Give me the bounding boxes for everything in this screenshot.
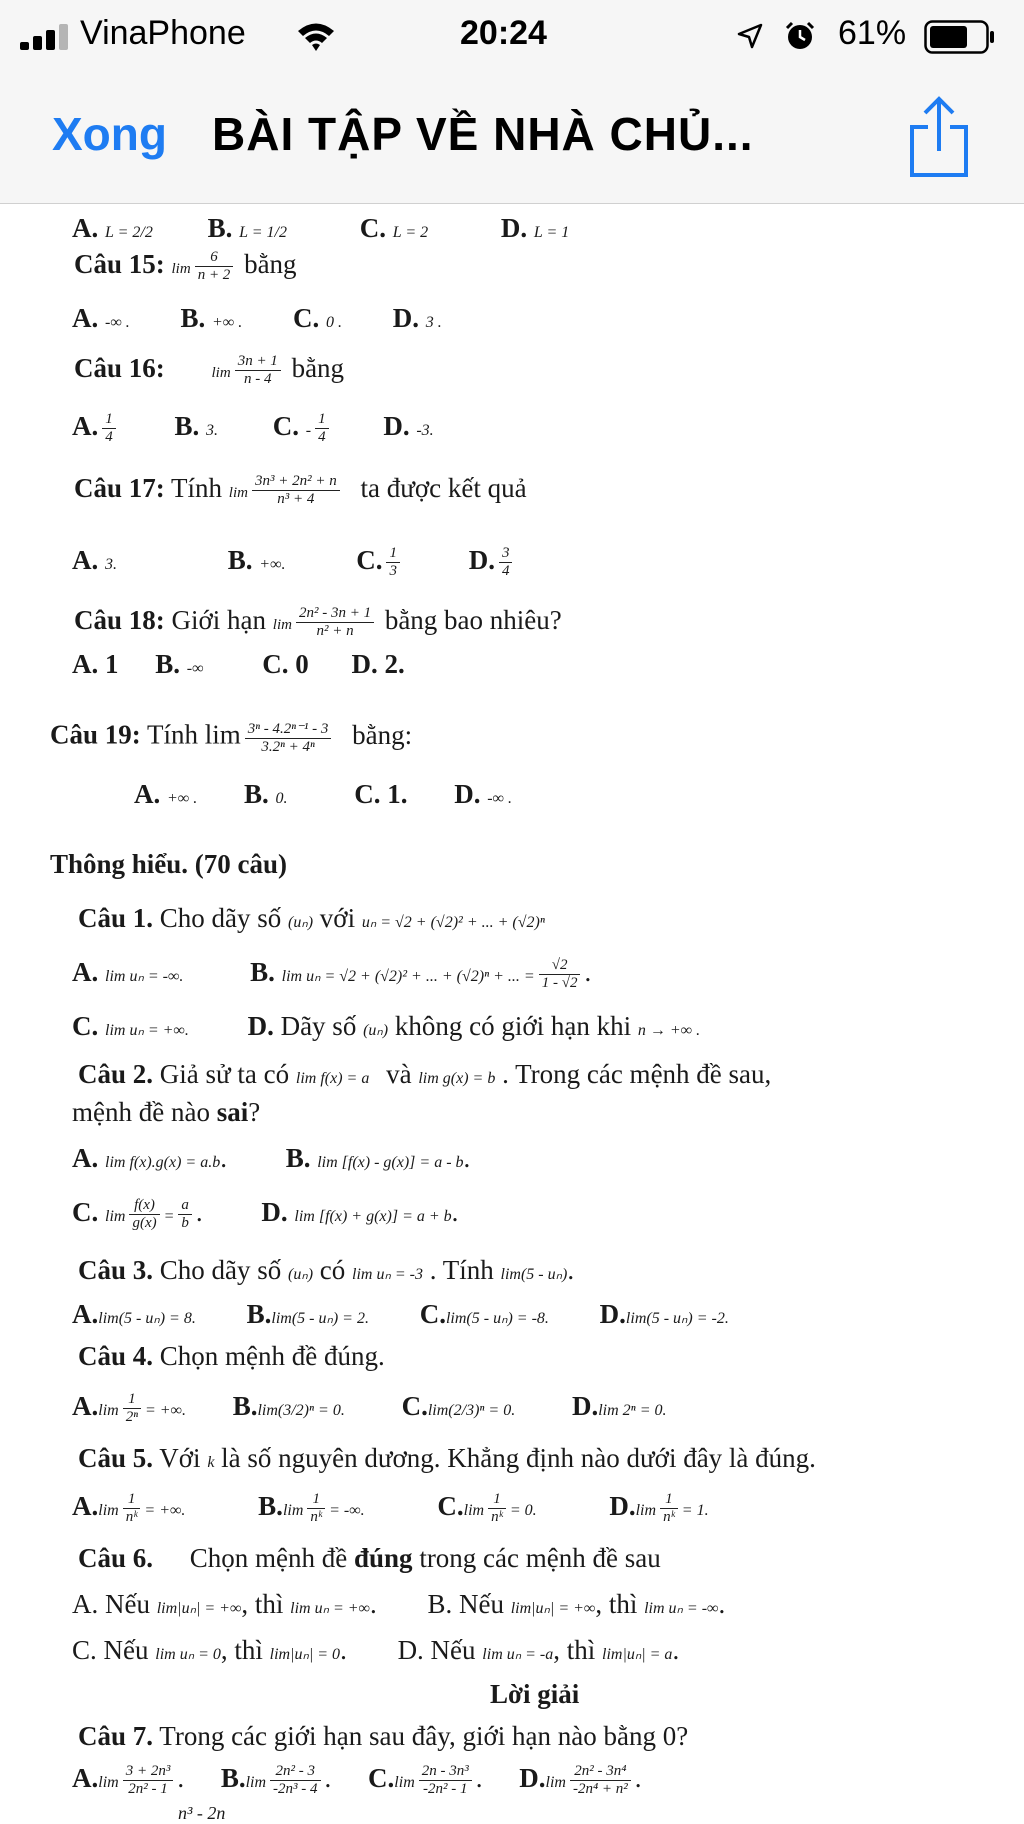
answers-c5: A.lim $\frac{1}{\text{nᵏ}}$ = +∞. B.lim $\frac{1}{\text{nᵏ}}$ = -∞. C.lim $\frac{1}{\text{nᵏ}}$ = 0. D.lim $\frac{1}{\text{nᵏ}}$ = 1. — [72, 1491, 709, 1526]
answer-row-q14: A. L = 2/2 B. L = 1/2 C. L = 2 D. L = 1 — [72, 213, 570, 243]
answers-17: A. 3. B. +∞. C. $\frac{1}{3}$ D. $\frac{3}{4}$ — [72, 545, 516, 580]
question-19: Câu 19: Tính lim $\frac{\text{3ⁿ - 4.2ⁿ⁻¹ - 3}}{\text{3.2ⁿ + 4ⁿ}}$ bằng: — [50, 719, 413, 755]
question-15: Câu 15: lim $\frac{6}{n + 2}$ bằng — [74, 249, 297, 284]
answers-c2-ab: A. lim f(x).g(x) = a.b. B. lim [f(x) - g(x)] = a - b. — [72, 1143, 471, 1173]
navigation-bar — [0, 75, 1024, 204]
share-icon[interactable] — [906, 93, 972, 179]
answers-c2-cd: C. lim $\frac{f(x)}{g(x)}$ = $\frac{a}{b}$ . D. lim [f(x) + g(x)] = a + b. — [72, 1197, 459, 1232]
signal-icon — [20, 24, 74, 50]
question-c1: Câu 1. Cho dãy số (uₙ) với uₙ = √2 + (√2)² + ... + (√2)ⁿ — [78, 903, 545, 933]
answers-c1-cd: C. lim uₙ = +∞. D. Dãy số (uₙ) không có giới hạn khi n → +∞ . — [72, 1011, 701, 1041]
document-view — [0, 203, 1024, 1823]
answers-c4: A.lim $\frac{1}{\text{2ⁿ}}$ = +∞. B.lim(3/2)ⁿ = 0. C.lim(2/3)ⁿ = 0. D.lim 2ⁿ = 0. — [72, 1391, 667, 1426]
clock-time: 20:24 — [460, 14, 547, 52]
answers-15: A. -∞ . B. +∞ . C. 0 . D. 3 . — [72, 303, 442, 333]
section-heading: Thông hiểu. (70 câu) — [50, 849, 288, 879]
question-17: Câu 17: Tính lim $\frac{\text{3n³ + 2n² + n}}{\text{n³ + 4}}$ ta được kết quả — [74, 473, 527, 508]
question-16: Câu 16: lim $\frac{3n + 1}{n - 4}$ bằng — [74, 353, 345, 388]
cut-off-expression: n³ - 2n — [178, 1803, 226, 1823]
question-c7: Câu 7. Trong các giới hạn sau đây, giới hạn nào bằng 0? — [78, 1721, 689, 1751]
answers-c7: A.lim $\frac{\text{3 + 2n³}}{\text{2n² - 1}}$ . B.lim $\frac{\text{2n² - 3}}{\text{-2n³ - 4}}$ . C.lim $\frac{\text{2n - 3n³}}{\text{-2n² - 1}}$ . D.lim $\frac{\text{2n² - 3n⁴}}{\text{-2n⁴ + n²}}$ . — [72, 1763, 642, 1798]
battery-icon — [924, 20, 996, 54]
done-button[interactable]: Xong — [52, 108, 167, 160]
location-arrow-icon — [736, 22, 764, 50]
question-18: Câu 18: Giới hạn lim $\frac{\text{2n² - 3n + 1}}{\text{n² + n}}$ bằng bao nhiêu? — [74, 605, 562, 640]
question-c2-line2: mệnh đề nào sai? — [72, 1097, 261, 1127]
answers-c1-ab: A. lim uₙ = -∞. B. lim uₙ = √2 + (√2)² + ... + (√2)ⁿ + ... = $\frac{√2}{1 - √2}$ . — [72, 957, 592, 992]
battery-percent: 61% — [838, 14, 907, 52]
status-bar — [0, 0, 1024, 75]
question-c4: Câu 4. Chọn mệnh đề đúng. — [78, 1341, 385, 1371]
question-c3: Câu 3. Cho dãy số (uₙ) có lim uₙ = -3 . Tính lim(5 - uₙ). — [78, 1255, 575, 1285]
question-c5: Câu 5. Với k là số nguyên dương. Khẳng định nào dưới đây là đúng. — [78, 1443, 816, 1473]
answers-c6-ab: A. Nếu lim|uₙ| = +∞, thì lim uₙ = +∞. B. Nếu lim|uₙ| = +∞, thì lim uₙ = -∞. — [72, 1589, 726, 1619]
answers-19: A. +∞ . B. 0. C. 1. D. -∞ . — [134, 779, 512, 809]
answers-c3: A.lim(5 - uₙ) = 8. B.lim(5 - uₙ) = 2. C.lim(5 - uₙ) = -8. D.lim(5 - uₙ) = -2. — [72, 1299, 729, 1329]
document-title: BÀI TẬP VỀ NHÀ CHỦ... — [212, 108, 754, 160]
answers-16: A. $\frac{1}{4}$ B. 3. C. - $\frac{1}{4}$ D. -3. — [72, 411, 434, 446]
wifi-icon — [296, 20, 336, 52]
carrier-name: VinaPhone — [80, 14, 246, 52]
alarm-clock-icon — [784, 20, 816, 52]
solution-heading: Lời giải — [490, 1679, 580, 1709]
question-c2: Câu 2. Giả sử ta có lim f(x) = a và lim g(x) = b . Trong các mệnh đề sau, — [78, 1059, 772, 1089]
answers-c6-cd: C. Nếu lim uₙ = 0, thì lim|uₙ| = 0. D. Nếu lim uₙ = -a, thì lim|uₙ| = a. — [72, 1635, 680, 1665]
answers-18: A. 1 B. -∞ C. 0 D. 2. — [72, 649, 405, 679]
question-c6: Câu 6. Chọn mệnh đề đúng trong các mệnh đề sau — [78, 1543, 661, 1573]
